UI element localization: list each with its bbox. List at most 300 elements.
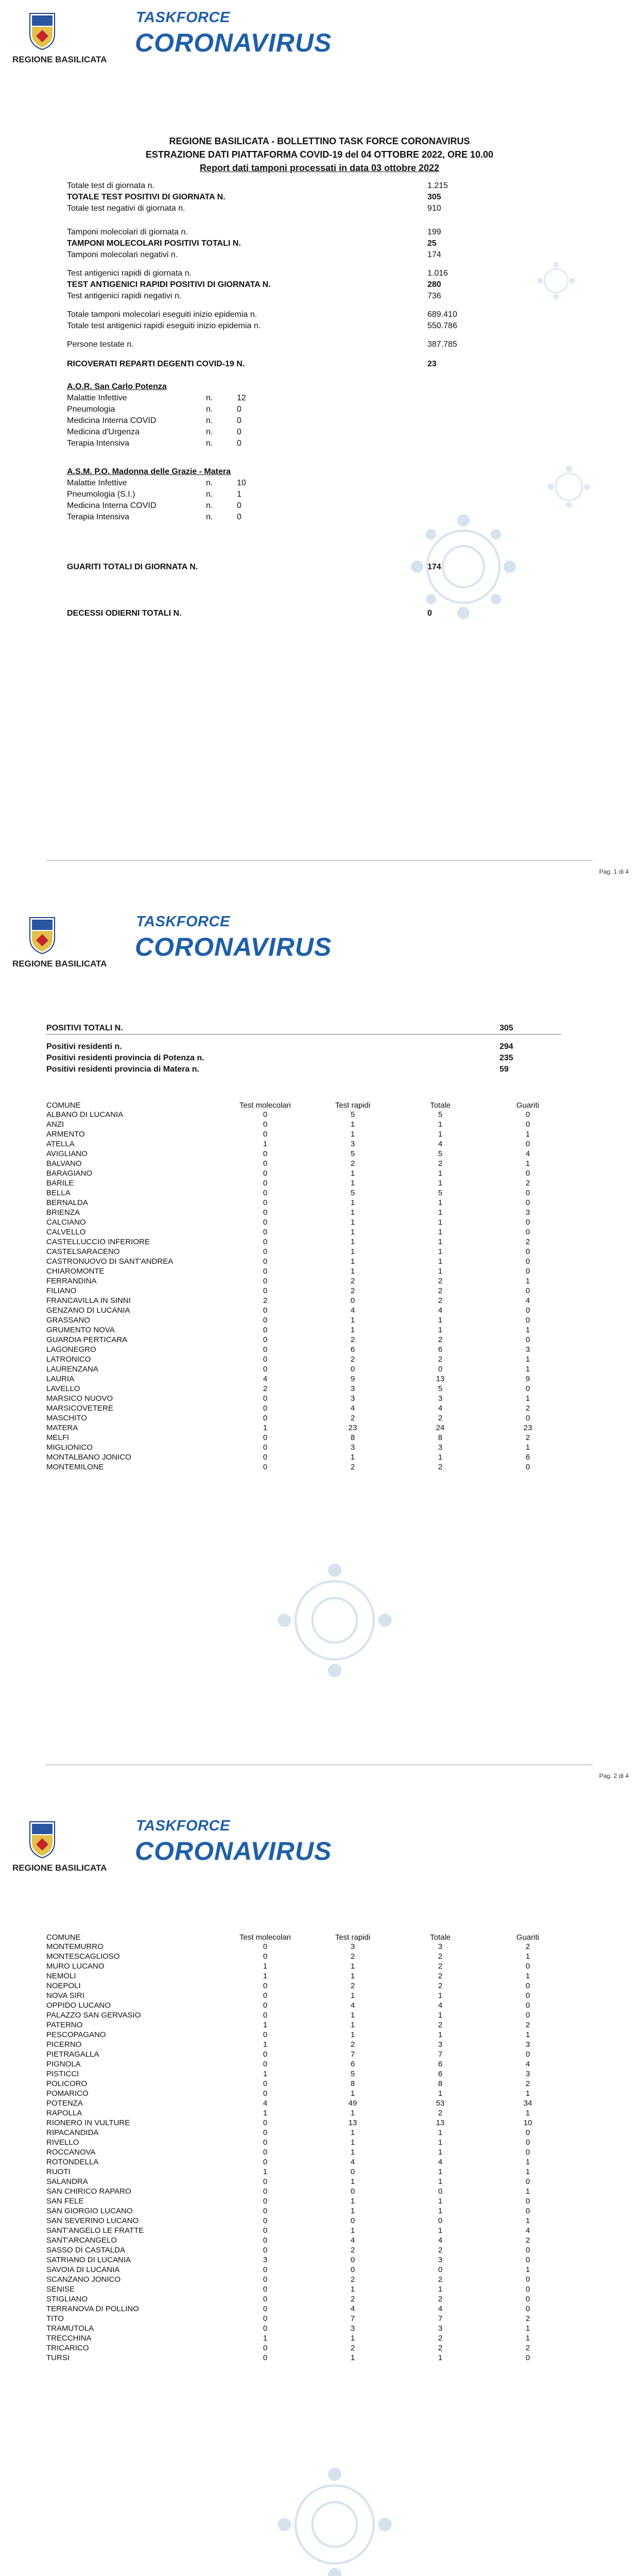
stat-row: Test antigenici rapidi negativi n. 736 — [67, 292, 441, 300]
table-row — [46, 2157, 572, 2167]
comune-name: RIPACANDIDA — [46, 2128, 99, 2137]
table-cell: 53 — [436, 2099, 445, 2108]
comune-name: BARILE — [46, 1179, 74, 1188]
table-row — [46, 2118, 572, 2128]
table-cell: 0 — [525, 1981, 530, 1990]
comune-name: PICERNO — [46, 2040, 82, 2049]
comune-name: MATERA — [46, 1423, 78, 1432]
table-cell: 0 — [263, 2158, 268, 2166]
table-cell: 0 — [263, 2089, 268, 2098]
comune-name: LAURENZANA — [46, 1365, 98, 1374]
page-number: Pag. 1 di 4 — [599, 868, 629, 875]
table-cell: 0 — [350, 1365, 355, 1374]
table-row — [46, 1335, 572, 1345]
table-cell: 1 — [438, 1257, 443, 1266]
table-cell: 0 — [263, 1316, 268, 1325]
table-cell: 0 — [350, 1296, 355, 1305]
table-cell: 3 — [438, 2256, 443, 2264]
table-cell: 1 — [438, 1179, 443, 1188]
table-cell: 0 — [525, 1120, 530, 1129]
table-row — [46, 2353, 572, 2363]
report-title: Report dati tamponi processati in data 03 ottobre 2022 — [199, 163, 440, 173]
comune-name: PISTICCI — [46, 2070, 79, 2078]
table-cell: 4 — [438, 1140, 443, 1148]
table-row — [46, 2206, 572, 2216]
table-cell: 0 — [525, 1110, 530, 1119]
table-cell: 0 — [350, 2265, 355, 2274]
table-cell: 0 — [263, 1286, 268, 1295]
table-row — [46, 1247, 572, 1257]
table-cell: 0 — [525, 2353, 530, 2362]
comune-name: BERNALDA — [46, 1198, 88, 1207]
table-cell: 0 — [525, 1316, 530, 1325]
table-cell: 0 — [263, 2246, 268, 2255]
table-cell: 1 — [438, 1218, 443, 1227]
comune-name: SAN GIORGIO LUCANO — [46, 2207, 133, 2215]
table-cell: 0 — [263, 1238, 268, 1246]
table-cell: 0 — [263, 1414, 268, 1422]
stat-row: Tamponi molecolari negativi n. 174 — [67, 250, 441, 259]
table-cell: 10 — [523, 2119, 532, 2127]
comune-name: MASCHITO — [46, 1414, 87, 1422]
table-cell: 0 — [263, 2050, 268, 2059]
stat-row: RICOVERATI REPARTI DEGENTI COVID-19 N. 23 — [67, 360, 437, 368]
comune-name: SANT'ARCANGELO — [46, 2236, 117, 2245]
table-cell: 0 — [263, 2285, 268, 2294]
table-cell: 2 — [438, 2275, 443, 2284]
table-cell: 1 — [350, 2207, 355, 2215]
comune-name: GUARDIA PERTICARA — [46, 1335, 128, 1344]
table-row — [46, 2147, 572, 2157]
table-row — [46, 1178, 572, 1188]
comune-name: FRANCAVILLA IN SINNI — [46, 1296, 131, 1305]
table-row — [46, 2333, 572, 2343]
table-cell: 4 — [438, 2158, 443, 2166]
table-row — [46, 2275, 572, 2284]
table-cell: 1 — [438, 1198, 443, 1207]
table-cell: 1 — [350, 1208, 355, 1217]
table-cell: 1 — [525, 2334, 530, 2343]
page-3 — [0, 1808, 639, 2576]
table-cell: 2 — [438, 2021, 443, 2029]
table-cell: 0 — [263, 2304, 268, 2313]
table-cell: 4 — [525, 1296, 530, 1305]
table-cell: 1 — [525, 1159, 530, 1168]
table-row — [46, 1452, 572, 1462]
table-cell: 0 — [263, 2236, 268, 2245]
comune-name: TRECCHINA — [46, 2334, 92, 2343]
table-cell: 1 — [525, 2187, 530, 2196]
table-row — [46, 1423, 572, 1433]
table-cell: 1 — [438, 2148, 443, 2157]
table-row — [46, 1149, 572, 1159]
table-cell: 1 — [525, 2167, 530, 2176]
table-cell: 0 — [263, 2275, 268, 2284]
table-cell: 2 — [438, 1463, 443, 1471]
table-cell: 0 — [438, 2265, 443, 2274]
table-cell: 4 — [438, 1306, 443, 1315]
table-cell: 2 — [525, 1238, 530, 1246]
coronavirus-wordmark: CORONAVIRUS — [135, 28, 332, 57]
table-cell: 1 — [350, 1267, 355, 1276]
table-cell: 1 — [438, 1247, 443, 1256]
table-row — [46, 2284, 572, 2294]
table-cell: 5 — [350, 1149, 355, 1158]
page-2: REGIONE BASILICATA TASKFORCE CORONAVIRUS POSITIVI TOTALI N. 305 Positivi residenti n. 294 Positivi residenti provincia di Potenza n. 235 Positivi residenti provincia di Matera n. 59 COMUNE Test molecolari Test rapidi Totale Guariti ALBANO DI LUCANIA 0 5 5 0 ANZI 0 1 1 0 ARMENTO 0 1 1 1 ATELLA 1 3 4 0 AVIGLIANO 0 5 5 4 BALVANO 0 2 2 1 BARAGIANO 0 1 1 0 BARILE 0 1 1 2 BELLA 0 5 5 0 BERNALDA 0 1 1 0 BRIENZA 0 1 1 3 CALCIANO 0 1 1 0 CALVELLO 0 1 1 0 CASTELLUCCIO INFERIORE 0 1 1 2 CASTELSARACENO 0 1 1 0 CASTRONUOVO DI SANT'ANDREA 0 1 1 0 CHIAROMONTE 0 1 1 0 FERRANDINA 0 2 2 1 FILIANO 0 2 2 0 FRANCAVILLA IN SINNI 2 0 2 4 GENZANO DI LUCANIA 0 4 4 0 GRASSANO 0 1 1 0 GRUMENTO NOVA 0 1 1 1 GUARDIA PERTICARA 0 2 2 0 LAGONEGRO 0 6 6 3 LATRONICO 0 2 2 1 LAURENZANA 0 0 0 1 LAURIA 4 9 13 9 LAVELLO 2 3 5 0 MARSICO NUOVO 0 3 3 1 MARSICOVETERE 0 4 4 2 MASCHITO 0 2 2 0 MATERA 1 23 24 23 MELFI 0 8 8 2 MIGLIONICO 0 3 3 1 MONTALBANO JONICO 0 1 1 6 MONTEMILONE 0 2 2 0 Pag. 2 di 4 — [0, 904, 639, 1808]
virus-watermark-icon — [402, 505, 525, 629]
table-cell: 7 — [438, 2314, 443, 2323]
table-cell: 5 — [438, 1149, 443, 1158]
comune-name: SAVOIA DI LUCANIA — [46, 2265, 120, 2274]
table-cell: 2 — [438, 1277, 443, 1285]
table-cell: 3 — [438, 1942, 443, 1951]
table-cell: 2 — [350, 1355, 355, 1364]
table-cell: 0 — [525, 2050, 530, 2059]
footer-rule — [46, 860, 593, 861]
table-row — [46, 1374, 572, 1384]
comuni-table: COMUNE Test molecolari Test rapidi Totale Guariti MONTEMURRO 0 3 3 2 MONTESCAGLIOSO 0 2 2 1 MURO LUCANO 1 1 2 0 NEMOLI 1 1 2 1 NOEPOLI 0 2 2 0 NOVA SIRI 0 1 1 0 OPPIDO LUCANO 0 4 4 0 PALAZZO SAN GERVASIO 0 1 1 0 PATERNO 1 1 2 2 PESCOPAGANO 0 1 1 1 PICERNO 1 2 3 3 PIETRAGALLA 0 7 7 0 PIGNOLA 0 6 6 4 PISTICCI 1 5 6 3 POLICORO 0 8 8 2 POMARICO 0 1 1 1 POTENZA 4 49 53 34 RAPOLLA 1 1 2 1 RIONERO IN VULTURE 0 13 13 10 RIPACANDIDA 0 1 1 0 RIVELLO 0 1 1 0 ROCCANOVA 0 1 1 0 ROTONDELLA 0 4 4 1 RUOTI 1 0 1 1 SALANDRA 0 1 1 0 SAN CHIRICO RAPARO 0 0 0 1 SAN FELE 0 1 1 0 SAN GIORGIO LUCANO 0 1 1 0 SAN SEVERINO LUCANO 0 0 0 1 SANT'ANGELO LE FRATTE 0 1 1 4 SANT'ARCANGELO 0 4 4 2 SASSO DI CASTALDA 0 2 2 0 SATRIANO DI LUCANIA 3 0 3 0 SAVOIA DI LUCANIA 0 0 0 1 SCANZANO JONICO 0 2 2 0 SENISE 0 1 1 0 STIGLIANO 0 2 2 0 TERRANOVA DI POLLINO 0 4 4 0 TITO 0 7 7 2 TRAMUTOLA 0 3 3 1 TRECCHINA 1 1 2 1 TRICARICO 0 2 2 2 TURSI 0 1 1 0 — [46, 1932, 572, 2363]
table-cell: 1 — [350, 2021, 355, 2029]
table-cell: 0 — [525, 2138, 530, 2147]
table-cell: 7 — [438, 2050, 443, 2059]
virus-watermark-icon — [268, 1553, 402, 1687]
comune-name: SASSO DI CASTALDA — [46, 2246, 126, 2255]
table-cell: 0 — [438, 1365, 443, 1374]
table-cell: 1 — [438, 1326, 443, 1334]
table-row — [46, 1364, 572, 1374]
table-cell: 1 — [525, 2030, 530, 2039]
table-cell: 23 — [348, 1423, 357, 1432]
comune-name: LATRONICO — [46, 1355, 91, 1364]
table-cell: 0 — [525, 1414, 530, 1422]
region-name: REGIONE BASILICATA — [12, 55, 107, 64]
table-cell: 0 — [525, 1267, 530, 1276]
table-row — [46, 2255, 572, 2265]
table-cell: 3 — [263, 2256, 268, 2264]
table-cell: 0 — [525, 2285, 530, 2294]
header-logo: REGIONE BASILICATA TASKFORCE CORONAVIRUS — [12, 1818, 332, 1873]
comune-name: CALCIANO — [46, 1218, 86, 1227]
table-row — [46, 1354, 572, 1364]
table-row — [46, 2216, 572, 2226]
table-cell: 6 — [525, 1453, 530, 1462]
table-cell: 0 — [525, 1991, 530, 2000]
table-cell: 1 — [438, 2285, 443, 2294]
table-row — [46, 1991, 572, 2001]
table-cell: 2 — [350, 1286, 355, 1295]
table-cell: 2 — [438, 1355, 443, 1364]
table-cell: 7 — [350, 2314, 355, 2323]
table-cell: 2 — [438, 2295, 443, 2303]
comune-name: PIGNOLA — [46, 2060, 81, 2069]
table-cell: 2 — [438, 1972, 443, 1980]
region-crest-icon — [28, 11, 57, 50]
table-cell: 1 — [525, 2089, 530, 2098]
table-cell: 3 — [525, 2040, 530, 2049]
table-cell: 0 — [263, 1355, 268, 1364]
table-cell: 0 — [525, 2246, 530, 2255]
table-cell: 1 — [438, 2177, 443, 2186]
table-cell: 0 — [525, 2275, 530, 2284]
table-cell: 1 — [350, 1453, 355, 1462]
table-cell: 0 — [263, 2119, 268, 2127]
comune-name: ANZI — [46, 1120, 64, 1129]
table-row — [46, 1981, 572, 1991]
table-cell: 1 — [350, 2089, 355, 2098]
table-row — [46, 1168, 572, 1178]
comune-name: CASTRONUOVO DI SANT'ANDREA — [46, 1257, 174, 1266]
comune-name: POLICORO — [46, 2079, 88, 2088]
table-cell: 34 — [523, 2099, 532, 2108]
table-cell: 1 — [438, 2011, 443, 2020]
table-cell: 0 — [525, 1335, 530, 1344]
table-cell: 2 — [350, 1335, 355, 1344]
stat-row: Tamponi molecolari di giornata n. 199 — [67, 228, 441, 236]
table-cell: 0 — [263, 1453, 268, 1462]
table-cell: 5 — [350, 1110, 355, 1119]
table-cell: 0 — [350, 2216, 355, 2225]
table-cell: 0 — [263, 1228, 268, 1236]
comune-name: NEMOLI — [46, 1972, 76, 1980]
table-cell: 0 — [263, 2216, 268, 2225]
table-cell: 1 — [525, 2265, 530, 2274]
comune-name: TERRANOVA DI POLLINO — [46, 2304, 139, 2313]
table-cell: 3 — [525, 1345, 530, 1354]
table-cell: 2 — [350, 1981, 355, 1990]
table-cell: 4 — [525, 1149, 530, 1158]
table-cell: 1 — [263, 1972, 268, 1980]
table-row — [46, 1384, 572, 1394]
table-cell: 0 — [525, 1228, 530, 1236]
comune-name: BRIENZA — [46, 1208, 80, 1217]
table-cell: 1 — [525, 2324, 530, 2333]
table-cell: 1 — [438, 2089, 443, 2098]
table-cell: 1 — [350, 2197, 355, 2206]
table-cell: 4 — [350, 2158, 355, 2166]
table-cell: 1 — [525, 1952, 530, 1961]
table-cell: 0 — [263, 2197, 268, 2206]
stat-row: Totale tamponi molecolari eseguiti inizio epidemia n. 689.410 — [67, 310, 457, 319]
table-cell: 2 — [438, 2246, 443, 2255]
table-cell: 0 — [263, 2148, 268, 2157]
table-cell: 0 — [263, 1345, 268, 1354]
comune-name: GENZANO DI LUCANIA — [46, 1306, 130, 1315]
table-cell: 0 — [263, 1326, 268, 1334]
table-cell: 0 — [350, 2256, 355, 2264]
table-cell: 0 — [263, 2011, 268, 2020]
table-row — [46, 1443, 572, 1452]
table-cell: 0 — [263, 1149, 268, 1158]
region-crest-icon — [28, 916, 57, 955]
table-cell: 0 — [263, 2128, 268, 2137]
table-cell: 4 — [263, 2099, 268, 2108]
table-cell: 0 — [263, 2314, 268, 2323]
table-cell: 1 — [263, 2334, 268, 2343]
table-cell: 0 — [263, 2265, 268, 2274]
table-cell: 1 — [438, 2138, 443, 2147]
table-row — [46, 1159, 572, 1168]
table-row — [46, 1961, 572, 1971]
table-cell: 2 — [438, 1952, 443, 1961]
table-cell: 2 — [350, 2275, 355, 2284]
table-row — [46, 1266, 572, 1276]
comune-name: BELLA — [46, 1189, 71, 1197]
table-cell: 2 — [438, 2344, 443, 2352]
table-row — [46, 1325, 572, 1335]
table-cell: 6 — [438, 1345, 443, 1354]
table-cell: 2 — [525, 1179, 530, 1188]
table-cell: 6 — [350, 2060, 355, 2069]
comune-name: TRICARICO — [46, 2344, 89, 2352]
table-cell: 0 — [263, 1179, 268, 1188]
table-cell: 4 — [525, 2060, 530, 2069]
region-crest-icon — [28, 1820, 57, 1859]
comune-name: MONTESCAGLIOSO — [46, 1952, 120, 1961]
comune-name: PIETRAGALLA — [46, 2050, 99, 2059]
table-cell: 1 — [438, 1267, 443, 1276]
table-cell: 8 — [350, 1433, 355, 1442]
table-cell: 0 — [525, 2011, 530, 2020]
table-cell: 1 — [525, 1972, 530, 1980]
table-cell: 0 — [263, 1159, 268, 1168]
table-cell: 0 — [263, 1306, 268, 1315]
table-row — [46, 1942, 572, 1952]
table-cell: 1 — [438, 1316, 443, 1325]
table-cell: 4 — [438, 1404, 443, 1413]
table-row — [46, 1433, 572, 1443]
table-cell: 0 — [263, 2060, 268, 2069]
table-row — [46, 2167, 572, 2177]
table-row — [46, 2059, 572, 2069]
table-cell: 0 — [263, 1189, 268, 1197]
table-row — [46, 1237, 572, 1247]
table-cell: 0 — [263, 1443, 268, 1452]
table-cell: 0 — [263, 2001, 268, 2010]
table-cell: 0 — [263, 1130, 268, 1139]
extraction-title: ESTRAZIONE DATI PIATTAFORMA COVID-19 del 04 OTTOBRE 2022, ORE 10.00 — [145, 149, 494, 160]
table-cell: 1 — [525, 1394, 530, 1403]
table-cell: 9 — [350, 1375, 355, 1383]
table-cell: 1 — [350, 1972, 355, 1980]
table-cell: 2 — [350, 1952, 355, 1961]
table-cell: 2 — [525, 1433, 530, 1442]
table-cell: 1 — [438, 1120, 443, 1129]
comune-name: SANT'ANGELO LE FRATTE — [46, 2226, 144, 2235]
table-cell: 0 — [263, 2138, 268, 2147]
table-cell: 0 — [525, 1306, 530, 1315]
comune-name: SAN CHIRICO RAPARO — [46, 2187, 131, 2196]
table-row — [46, 1110, 572, 1120]
comune-name: SCANZANO JONICO — [46, 2275, 121, 2284]
comune-name: PATERNO — [46, 2021, 83, 2029]
table-cell: 0 — [263, 2177, 268, 2186]
table-cell: 1 — [350, 1238, 355, 1246]
table-cell: 1 — [350, 2334, 355, 2343]
table-cell: 0 — [263, 1335, 268, 1344]
comune-name: ALBANO DI LUCANIA — [46, 1110, 124, 1119]
table-cell: 2 — [525, 2236, 530, 2245]
table-cell: 1 — [525, 1365, 530, 1374]
table-cell: 0 — [263, 1991, 268, 2000]
table-row — [46, 1120, 572, 1129]
table-cell: 1 — [263, 2109, 268, 2117]
table-cell: 0 — [525, 1384, 530, 1393]
table-row — [46, 1257, 572, 1266]
table-cell: 3 — [438, 1394, 443, 1403]
table-cell: 4 — [350, 1404, 355, 1413]
table-cell: 1 — [438, 2030, 443, 2039]
comune-name: SAN SEVERINO LUCANO — [46, 2216, 139, 2225]
table-cell: 2 — [350, 2344, 355, 2352]
table-cell: 0 — [263, 1277, 268, 1285]
table-cell: 2 — [350, 2295, 355, 2303]
table-cell: 2 — [263, 1296, 268, 1305]
table-cell: 0 — [525, 2001, 530, 2010]
table-cell: 4 — [438, 2001, 443, 2010]
table-cell: 1 — [350, 2148, 355, 2157]
table-cell: 1 — [350, 1130, 355, 1139]
table-cell: 4 — [350, 2001, 355, 2010]
table-row — [46, 2069, 572, 2079]
table-cell: 0 — [263, 1208, 268, 1217]
table-cell: 0 — [525, 2148, 530, 2157]
table-cell: 0 — [525, 2128, 530, 2137]
table-cell: 1 — [438, 1169, 443, 1178]
table-cell: 0 — [263, 1404, 268, 1413]
table-cell: 2 — [525, 1942, 530, 1951]
table-cell: 0 — [438, 2187, 443, 2196]
table-row — [46, 1306, 572, 1315]
table-row — [46, 2040, 572, 2049]
comune-name: NOVA SIRI — [46, 1991, 84, 2000]
table-cell: 1 — [350, 2285, 355, 2294]
table-cell: 1 — [438, 2128, 443, 2137]
table-cell: 2 — [438, 1286, 443, 1295]
table-cell: 4 — [350, 1306, 355, 1315]
table-cell: 0 — [525, 1218, 530, 1227]
table-cell: 0 — [263, 1218, 268, 1227]
table-cell: 1 — [350, 1326, 355, 1334]
comune-name: GRUMENTO NOVA — [46, 1326, 115, 1334]
comune-name: TITO — [46, 2314, 64, 2323]
table-cell: 3 — [438, 2324, 443, 2333]
table-cell: 2 — [350, 1277, 355, 1285]
table-row — [46, 2265, 572, 2275]
header-logo — [12, 9, 332, 87]
table-cell: 0 — [263, 2030, 268, 2039]
comune-name: CALVELLO — [46, 1228, 86, 1236]
table-cell: 1 — [350, 1120, 355, 1129]
table-cell: 0 — [525, 1169, 530, 1178]
table-row — [46, 1217, 572, 1227]
table-cell: 1 — [350, 1316, 355, 1325]
table-row — [46, 1276, 572, 1286]
table-cell: 1 — [438, 1228, 443, 1236]
table-cell: 4 — [438, 2304, 443, 2313]
table-cell: 3 — [525, 2070, 530, 2078]
table-cell: 9 — [525, 1375, 530, 1383]
table-cell: 0 — [263, 1942, 268, 1951]
table-row — [46, 2187, 572, 2196]
table-cell: 1 — [438, 1238, 443, 1246]
table-cell: 2 — [525, 1404, 530, 1413]
comune-name: FILIANO — [46, 1286, 77, 1295]
table-cell: 6 — [438, 2070, 443, 2078]
table-cell: 1 — [263, 1962, 268, 1971]
table-cell: 24 — [436, 1423, 445, 1432]
table-row — [46, 1139, 572, 1149]
table-cell: 1 — [263, 2167, 268, 2176]
